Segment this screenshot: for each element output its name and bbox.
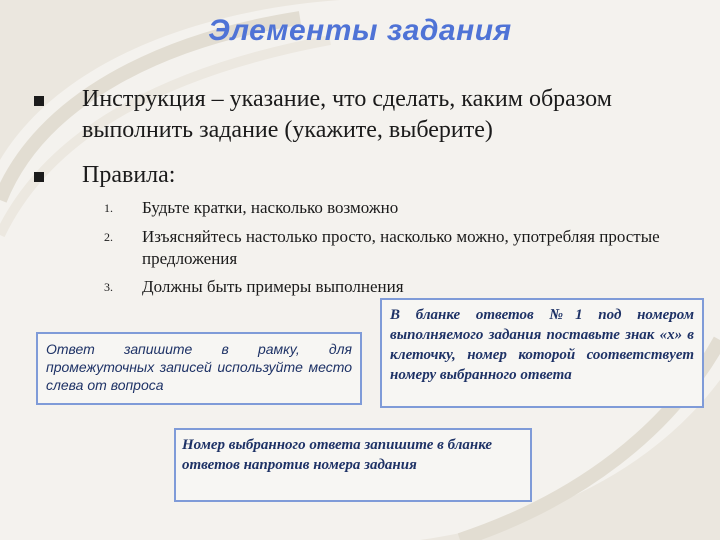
rule-text: Должны быть примеры выполнения	[142, 277, 404, 296]
slide-title: Элементы задания	[208, 14, 512, 47]
rule-number: 1.	[104, 201, 113, 215]
square-bullet-icon	[34, 96, 44, 106]
rule-number: 3.	[104, 280, 113, 294]
rule-number: 2.	[104, 230, 113, 244]
rule-text: Изъясняйтесь настолько просто, насколько можно, употребляя простые предложения	[142, 227, 660, 268]
square-bullet-icon	[34, 172, 44, 182]
bullet-text: Инструкция – указание, что сделать, каким образом выполнить задание (укажите, выберите)	[82, 86, 612, 143]
example-box-answer-frame: Ответ запишите в рамку, для промежуточных записей используйте место слева от вопроса	[36, 332, 362, 405]
bullet-text: Правила:	[82, 162, 176, 188]
example-box-answer-sheet-mark: В бланке ответов №1 под номером выполняемого задания поставьте знак «х» в клеточку, номер которой соответствует номеру выбранного ответа	[380, 298, 704, 408]
example-box-answer-number: Номер выбранного ответа запишите в бланке ответов напротив номера задания	[174, 428, 532, 502]
rule-text: Будьте кратки, насколько возможно	[142, 198, 399, 217]
